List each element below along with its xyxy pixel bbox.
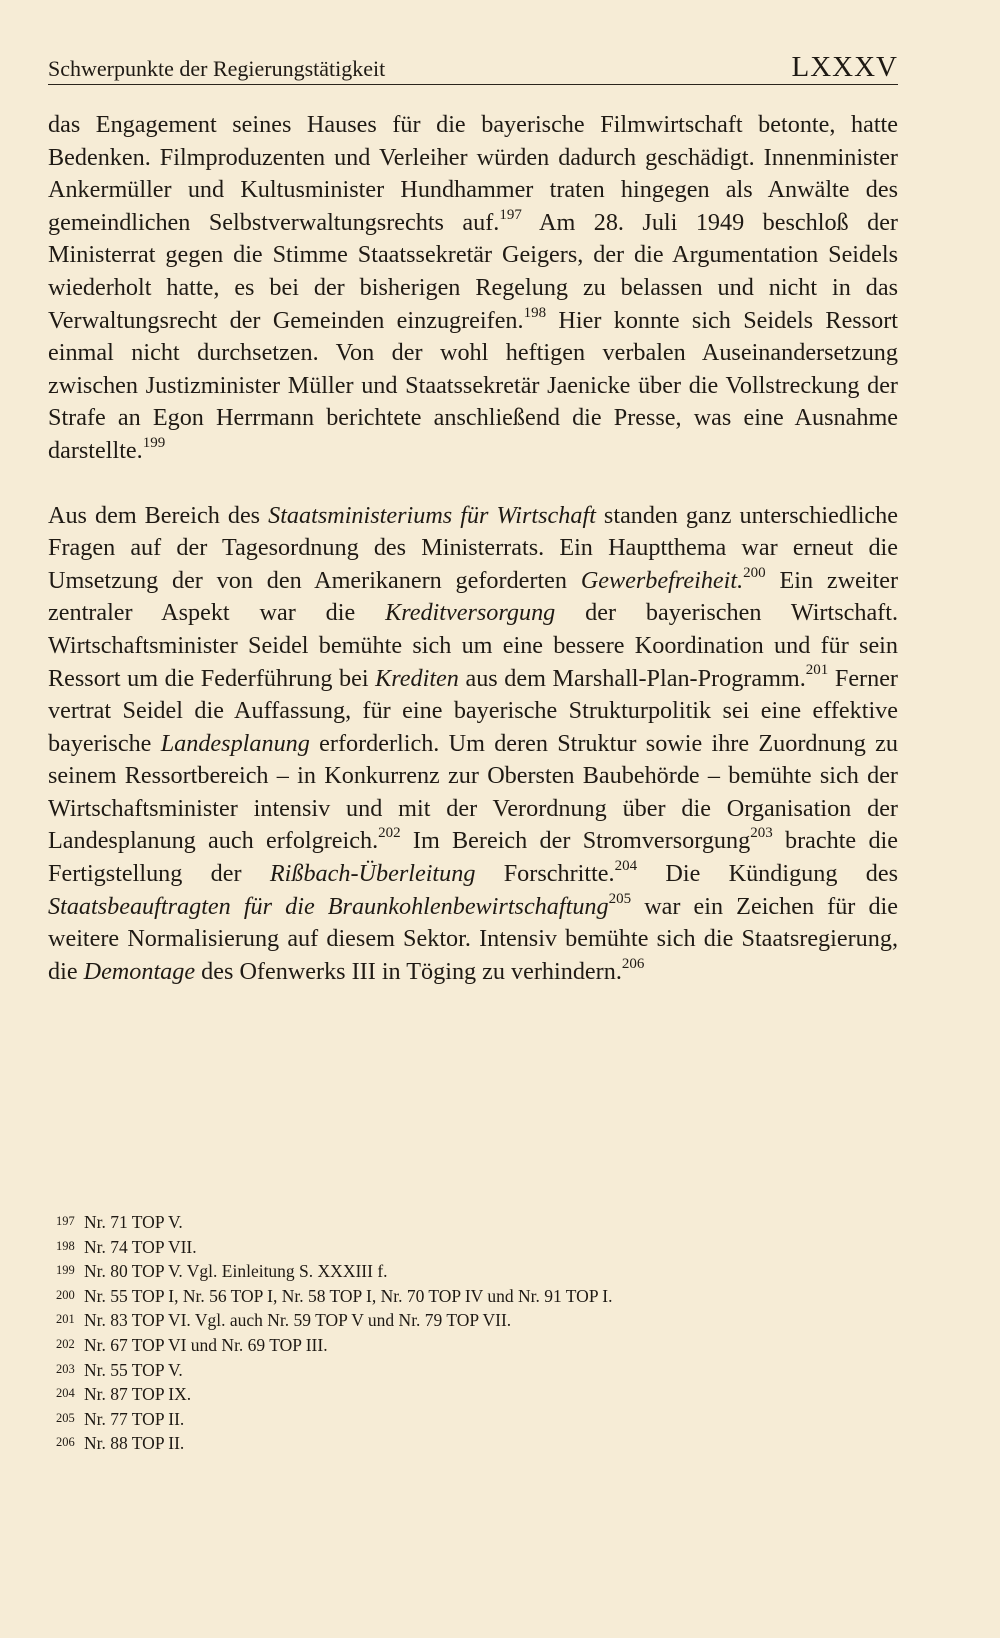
footnote-text: Nr. 74 TOP VII. xyxy=(84,1236,197,1257)
footnote-198 xyxy=(56,1235,876,1260)
emphasis-term: Landesplanung xyxy=(160,729,310,757)
body-text xyxy=(48,109,898,988)
footnote-number: 203 xyxy=(56,1361,75,1376)
text-run: brachte die Fertigstellung der xyxy=(48,827,898,888)
text-run: war ein Zeichen für die weitere Normalisierung auf diesem Sektor. Intensiv bemühte sich die Staatsregierung, die xyxy=(48,892,898,985)
footnote-205 xyxy=(56,1407,876,1432)
footnote-text: Nr. 77 TOP II. xyxy=(84,1408,185,1429)
footnote-ref-199[interactable]: 199 xyxy=(142,434,166,451)
footnote-number: 198 xyxy=(56,1238,75,1253)
emphasis-term: Kreditversorgung xyxy=(385,599,556,627)
emphasis-term: Krediten xyxy=(375,664,459,692)
text-run: der bayerischen Wirtschaft. Wirtschaftsminister Seidel bemühte sich um eine bessere Koordination und für sein Ressort um die Federführung bei xyxy=(48,599,898,692)
footnote-text: Nr. 71 TOP V. xyxy=(84,1212,183,1232)
paragraph-1 xyxy=(48,109,898,468)
footnote-text: Nr. 87 TOP IX. xyxy=(84,1384,192,1405)
footnote-ref-203[interactable]: 203 xyxy=(750,825,773,842)
footnote-204 xyxy=(56,1382,876,1407)
text-run: Ein zweiter zentraler Aspekt war die xyxy=(48,566,899,627)
footnote-ref-197[interactable]: 197 xyxy=(499,206,522,223)
text-run: Forschritte. xyxy=(475,860,615,888)
footnote-number: 199 xyxy=(56,1263,75,1278)
emphasis-term: Demontage xyxy=(83,957,196,985)
running-head xyxy=(48,40,898,85)
text-run: standen ganz unterschiedliche Fragen auf der Tagesordnung des Ministerrats. Ein Hauptthema war erneut die Umsetzung der von den Amerikanern geforderten xyxy=(48,501,898,594)
paragraph-2 xyxy=(48,500,898,989)
footnote-text: Nr. 67 TOP VI und Nr. 69 TOP III. xyxy=(84,1334,328,1355)
text-run: das Engagement seines Hauses für die bayerische Filmwirtschaft betonte, hatte Bedenken. Filmproduzenten und Verleiher würden dadurch geschädigt. Innenminister Ankermüller und Kultusminister Hundhammer traten hingegen als Anwälte des gemeindlichen Selbstverwaltungsrechts auf. xyxy=(48,111,898,236)
footnote-number: 201 xyxy=(56,1312,75,1327)
footnote-ref-198[interactable]: 198 xyxy=(523,304,547,321)
running-title: Schwerpunkte der Regierungstätigkeit xyxy=(48,56,386,81)
text-run: des Ofenwerks III in Töging zu verhindern. xyxy=(195,957,622,985)
footnote-ref-204[interactable]: 204 xyxy=(614,858,638,874)
footnote-ref-200[interactable]: 200 xyxy=(743,564,766,581)
footnote-text: Nr. 83 TOP VI. Vgl. auch Nr. 59 TOP V und Nr. 79 TOP VII. xyxy=(84,1310,512,1331)
footnote-number: 200 xyxy=(56,1287,75,1302)
footnote-number: 204 xyxy=(56,1386,75,1401)
page-number: LXXXV xyxy=(791,51,898,83)
footnote-number: 205 xyxy=(56,1410,75,1425)
text-run: erforderlich. Um deren Struktur sowie ihre Zuordnung zu seinem Ressortbereich – in Konkurrenz zur Obersten Baubehörde – bemühte sich der Wirtschaftsminister intensiv und mit der Verordnung über die Organisation der Landesplanung auch erfolgreich. xyxy=(48,729,898,855)
footnote-ref-202[interactable]: 202 xyxy=(378,825,401,842)
footnote-text: Nr. 88 TOP II. xyxy=(84,1433,185,1454)
text-run: Ferner vertrat Seidel die Auffassung, für eine bayerische Strukturpolitik sei eine effektive bayerische xyxy=(48,664,898,757)
emphasis-term: Staatsbeauftragten für die Braunkohlenbewirtschaftung xyxy=(48,892,609,920)
footnote-ref-201[interactable]: 201 xyxy=(805,662,829,679)
text-run: Die Kündigung des xyxy=(637,860,899,888)
footnote-text: Nr. 55 TOP V. xyxy=(84,1359,183,1380)
footnote-number: 197 xyxy=(56,1214,75,1228)
footnote-203 xyxy=(56,1358,876,1383)
book-page xyxy=(48,40,898,988)
emphasis-term: Gewerbefreiheit. xyxy=(580,566,744,594)
footnote-201 xyxy=(56,1308,876,1333)
footnote-199 xyxy=(56,1259,876,1284)
footnote-number: 202 xyxy=(56,1336,75,1351)
emphasis-term: Staatsministeriums für Wirtschaft xyxy=(268,501,596,529)
footnote-text: Nr. 80 TOP V. Vgl. Einleitung S. XXXIII f. xyxy=(84,1261,388,1282)
footnote-ref-205[interactable]: 205 xyxy=(608,890,632,907)
footnote-text: Nr. 55 TOP I, Nr. 56 TOP I, Nr. 58 TOP I, Nr. 70 TOP IV und Nr. 91 TOP I. xyxy=(84,1285,613,1306)
footnote-number: 206 xyxy=(56,1435,75,1450)
text-run: Im Bereich der Stromversorgung xyxy=(400,827,751,855)
footnote-206 xyxy=(56,1431,876,1456)
footnote-202 xyxy=(56,1333,876,1358)
footnote-197 xyxy=(56,1210,876,1235)
text-run: Aus dem Bereich des xyxy=(48,501,269,529)
text-run: Hier konnte sich Seidels Ressort einmal nicht durchsetzen. Von der wohl heftigen verbalen Auseinandersetzung zwischen Justizminister Müller und Staatssekretär Jaenicke über die Vollstreckung der Strafe an Egon Herrmann berichtete anschließend die Presse, was eine Ausnahme darstellte. xyxy=(48,306,898,464)
emphasis-term: Rißbach-Überleitung xyxy=(269,860,476,888)
text-run: Am 28. Juli 1949 beschloß der Ministerrat gegen die Stimme Staatssekretär Geigers, der die Argumentation Seidels wiederholt hatte, es bei der bisherigen Regelung zu belassen und nicht in das Verwaltungsrecht der Gemeinden einzugreifen. xyxy=(48,208,898,334)
text-run: aus dem Marshall-Plan-Programm. xyxy=(458,664,806,692)
footnotes xyxy=(56,1210,876,1456)
footnote-200 xyxy=(56,1284,876,1309)
footnote-ref-206[interactable]: 206 xyxy=(621,955,645,972)
